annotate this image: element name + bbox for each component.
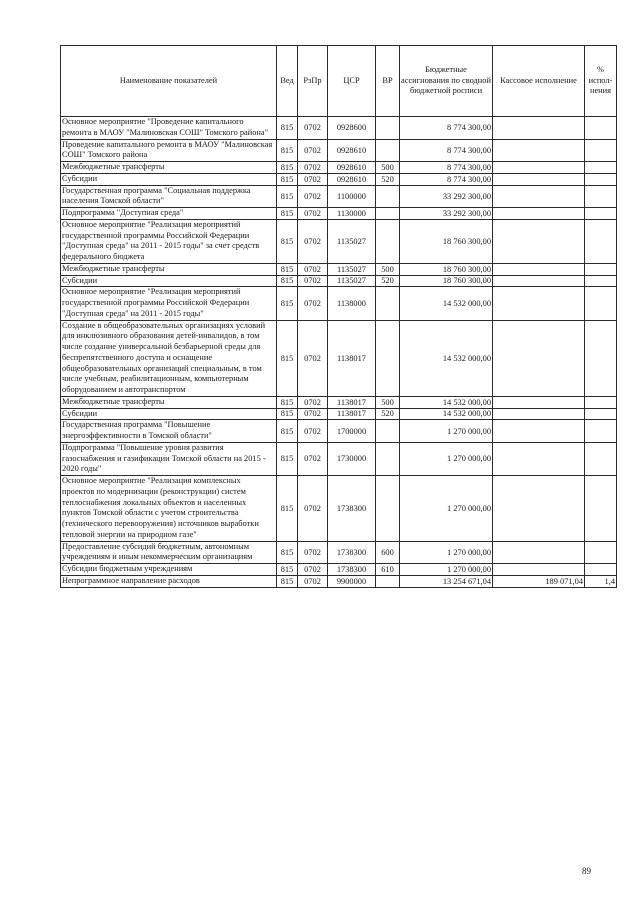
cell-rzpr: 0702 — [298, 287, 328, 320]
cell-name: Основное мероприятие "Реализация мероприятий государственной программы Российской Федерации "Доступная среда" на 2011 - 2015 годы" за счет средств федерального бюджета — [61, 219, 277, 263]
cell-ved: 815 — [277, 420, 298, 443]
cell-csr: 1138000 — [328, 287, 376, 320]
cell-rzpr: 0702 — [298, 173, 328, 185]
cell-vr — [376, 575, 400, 587]
table-header-row — [61, 46, 617, 117]
table-row — [61, 420, 617, 443]
header-percent: % испол-нения — [585, 46, 617, 117]
table-row — [61, 287, 617, 320]
cell-ved: 815 — [277, 564, 298, 576]
cell-percent — [585, 396, 617, 408]
cell-percent — [585, 442, 617, 475]
cell-percent — [585, 139, 617, 162]
cell-rzpr: 0702 — [298, 442, 328, 475]
table-row — [61, 219, 617, 263]
table-row — [61, 396, 617, 408]
cell-csr: 1135027 — [328, 263, 376, 275]
cell-csr: 1700000 — [328, 420, 376, 443]
cell-budget: 14 532 000,00 — [400, 287, 493, 320]
cell-budget: 8 774 300,00 — [400, 139, 493, 162]
table-row — [61, 185, 617, 208]
cell-cash — [493, 275, 585, 287]
cell-cash — [493, 117, 585, 140]
cell-percent — [585, 564, 617, 576]
cell-rzpr: 0702 — [298, 564, 328, 576]
cell-ved: 815 — [277, 219, 298, 263]
cell-budget: 1 270 000,00 — [400, 541, 493, 564]
cell-csr: 1138017 — [328, 396, 376, 408]
table-row — [61, 575, 617, 587]
cell-csr: 1138017 — [328, 408, 376, 420]
header-vr: ВР — [376, 46, 400, 117]
cell-rzpr: 0702 — [298, 117, 328, 140]
cell-cash — [493, 287, 585, 320]
cell-csr: 0928610 — [328, 162, 376, 174]
table-row — [61, 541, 617, 564]
header-csr: ЦСР — [328, 46, 376, 117]
cell-csr: 0928600 — [328, 117, 376, 140]
cell-name: Основное мероприятие "Реализация комплексных проектов по модернизации (реконструкции) систем теплоснабжения локальных объектов и населенных пунктов Томской области с учетом строительства (технического перевооружения) источников выработки тепловой энергии на природном газе" — [61, 476, 277, 542]
cell-rzpr: 0702 — [298, 263, 328, 275]
cell-percent: 1,4 — [585, 575, 617, 587]
cell-vr — [376, 117, 400, 140]
cell-cash — [493, 420, 585, 443]
cell-percent — [585, 173, 617, 185]
cell-ved: 815 — [277, 162, 298, 174]
cell-rzpr: 0702 — [298, 396, 328, 408]
table-row — [61, 139, 617, 162]
cell-ved: 815 — [277, 208, 298, 220]
cell-vr — [376, 420, 400, 443]
table-row — [61, 275, 617, 287]
cell-budget: 18 760 300,00 — [400, 275, 493, 287]
cell-vr: 500 — [376, 396, 400, 408]
cell-percent — [585, 117, 617, 140]
cell-name: Проведение капитального ремонта в МАОУ "Малиновская СОШ" Томского района — [61, 139, 277, 162]
cell-rzpr: 0702 — [298, 420, 328, 443]
table-row — [61, 408, 617, 420]
cell-budget: 14 532 000,00 — [400, 408, 493, 420]
cell-ved: 815 — [277, 185, 298, 208]
cell-name: Непрограммное направление расходов — [61, 575, 277, 587]
cell-name: Подпрограмма "Доступная среда" — [61, 208, 277, 220]
cell-vr — [376, 442, 400, 475]
cell-rzpr: 0702 — [298, 275, 328, 287]
cell-percent — [585, 162, 617, 174]
table-row — [61, 208, 617, 220]
cell-cash — [493, 173, 585, 185]
cell-csr: 0928610 — [328, 173, 376, 185]
cell-vr — [376, 219, 400, 263]
cell-vr: 520 — [376, 408, 400, 420]
cell-ved: 815 — [277, 575, 298, 587]
header-rzpr: РзПр — [298, 46, 328, 117]
cell-cash — [493, 396, 585, 408]
table-row — [61, 263, 617, 275]
cell-name: Подпрограмма "Повышение уровня развития газоснабжения и газификации Томской области на 2015 - 2020 годы" — [61, 442, 277, 475]
cell-cash — [493, 564, 585, 576]
cell-budget: 33 292 300,00 — [400, 185, 493, 208]
cell-budget: 8 774 300,00 — [400, 173, 493, 185]
cell-cash — [493, 219, 585, 263]
cell-csr: 0928610 — [328, 139, 376, 162]
cell-percent — [585, 420, 617, 443]
cell-name: Межбюджетные трансферты — [61, 162, 277, 174]
cell-vr: 600 — [376, 541, 400, 564]
cell-vr — [376, 208, 400, 220]
cell-name: Государственная программа "Социальная поддержка населения Томской области" — [61, 185, 277, 208]
cell-budget: 1 270 000,00 — [400, 564, 493, 576]
cell-ved: 815 — [277, 117, 298, 140]
cell-rzpr: 0702 — [298, 208, 328, 220]
cell-name: Предоставление субсидий бюджетным, автономным учреждениям и иным некоммерческим организациям — [61, 541, 277, 564]
table-row — [61, 117, 617, 140]
cell-name: Межбюджетные трансферты — [61, 263, 277, 275]
cell-vr: 500 — [376, 263, 400, 275]
cell-name: Субсидии бюджетным учреждениям — [61, 564, 277, 576]
page-number: 89 — [582, 866, 591, 876]
cell-percent — [585, 408, 617, 420]
cell-ved: 815 — [277, 263, 298, 275]
cell-name: Основное мероприятие "Проведение капитального ремонта в МАОУ "Малиновская СОШ" Томского района" — [61, 117, 277, 140]
cell-vr: 610 — [376, 564, 400, 576]
cell-vr — [376, 287, 400, 320]
cell-percent — [585, 287, 617, 320]
table-row — [61, 442, 617, 475]
cell-percent — [585, 185, 617, 208]
cell-percent — [585, 219, 617, 263]
cell-rzpr: 0702 — [298, 408, 328, 420]
cell-ved: 815 — [277, 476, 298, 542]
cell-ved: 815 — [277, 320, 298, 396]
cell-csr: 1738300 — [328, 476, 376, 542]
cell-cash — [493, 208, 585, 220]
cell-budget: 13 254 671,04 — [400, 575, 493, 587]
table-row — [61, 476, 617, 542]
cell-vr: 500 — [376, 162, 400, 174]
cell-rzpr: 0702 — [298, 185, 328, 208]
table-row — [61, 564, 617, 576]
cell-budget: 14 532 000,00 — [400, 396, 493, 408]
table-row — [61, 173, 617, 185]
budget-table — [60, 45, 617, 588]
cell-cash — [493, 162, 585, 174]
cell-cash — [493, 185, 585, 208]
cell-cash — [493, 139, 585, 162]
cell-csr: 1730000 — [328, 442, 376, 475]
cell-ved: 815 — [277, 396, 298, 408]
cell-ved: 815 — [277, 287, 298, 320]
header-ved: Вед — [277, 46, 298, 117]
cell-csr: 1135027 — [328, 219, 376, 263]
table-row — [61, 162, 617, 174]
cell-budget: 18 760 300,00 — [400, 263, 493, 275]
cell-cash: 189 071,04 — [493, 575, 585, 587]
cell-vr: 520 — [376, 173, 400, 185]
cell-rzpr: 0702 — [298, 320, 328, 396]
cell-csr: 1738300 — [328, 564, 376, 576]
cell-budget: 33 292 300,00 — [400, 208, 493, 220]
cell-cash — [493, 442, 585, 475]
cell-name: Субсидии — [61, 408, 277, 420]
cell-budget: 1 270 000,00 — [400, 442, 493, 475]
cell-csr: 9900000 — [328, 575, 376, 587]
cell-name: Государственная программа "Повышение энергоэффективности в Томской области" — [61, 420, 277, 443]
cell-rzpr: 0702 — [298, 139, 328, 162]
cell-rzpr: 0702 — [298, 575, 328, 587]
cell-ved: 815 — [277, 139, 298, 162]
table-row — [61, 320, 617, 396]
cell-rzpr: 0702 — [298, 541, 328, 564]
cell-cash — [493, 408, 585, 420]
cell-rzpr: 0702 — [298, 476, 328, 542]
cell-name: Субсидии — [61, 275, 277, 287]
cell-cash — [493, 263, 585, 275]
cell-csr: 1130000 — [328, 208, 376, 220]
cell-percent — [585, 208, 617, 220]
cell-ved: 815 — [277, 408, 298, 420]
cell-cash — [493, 541, 585, 564]
cell-name: Создание в общеобразовательных организациях условий для инклюзивного образования детей-инвалидов, в том числе создание универсальной безбарьерной среды для беспрепятственного доступа и оснащение общеобразовательных организаций специальным, в том числе учебным, реабилитационным, компьютерным оборудованием и автотранспортом — [61, 320, 277, 396]
cell-cash — [493, 320, 585, 396]
cell-name: Основное мероприятие "Реализация мероприятий государственной программы Российской Федерации "Доступная среда" на 2011 - 2015 годы" — [61, 287, 277, 320]
cell-csr: 1100000 — [328, 185, 376, 208]
cell-csr: 1738300 — [328, 541, 376, 564]
cell-name: Субсидии — [61, 173, 277, 185]
cell-ved: 815 — [277, 173, 298, 185]
cell-budget: 18 760 300,00 — [400, 219, 493, 263]
cell-vr — [376, 139, 400, 162]
cell-vr — [376, 185, 400, 208]
table-body — [61, 117, 617, 588]
cell-percent — [585, 263, 617, 275]
cell-budget: 8 774 300,00 — [400, 162, 493, 174]
cell-rzpr: 0702 — [298, 162, 328, 174]
cell-cash — [493, 476, 585, 542]
cell-csr: 1138017 — [328, 320, 376, 396]
cell-percent — [585, 275, 617, 287]
cell-budget: 14 532 000,00 — [400, 320, 493, 396]
cell-csr: 1135027 — [328, 275, 376, 287]
cell-name: Межбюджетные трансферты — [61, 396, 277, 408]
cell-vr: 520 — [376, 275, 400, 287]
cell-percent — [585, 541, 617, 564]
cell-percent — [585, 476, 617, 542]
cell-ved: 815 — [277, 275, 298, 287]
cell-ved: 815 — [277, 541, 298, 564]
header-budget: Бюджетные ассигнования по сводной бюджетной росписи — [400, 46, 493, 117]
cell-budget: 1 270 000,00 — [400, 476, 493, 542]
cell-vr — [376, 476, 400, 542]
cell-percent — [585, 320, 617, 396]
header-name: Наименование показателей — [61, 46, 277, 117]
header-cash: Кассовое исполнение — [493, 46, 585, 117]
cell-budget: 1 270 000,00 — [400, 420, 493, 443]
cell-vr — [376, 320, 400, 396]
cell-ved: 815 — [277, 442, 298, 475]
cell-rzpr: 0702 — [298, 219, 328, 263]
cell-budget: 8 774 300,00 — [400, 117, 493, 140]
